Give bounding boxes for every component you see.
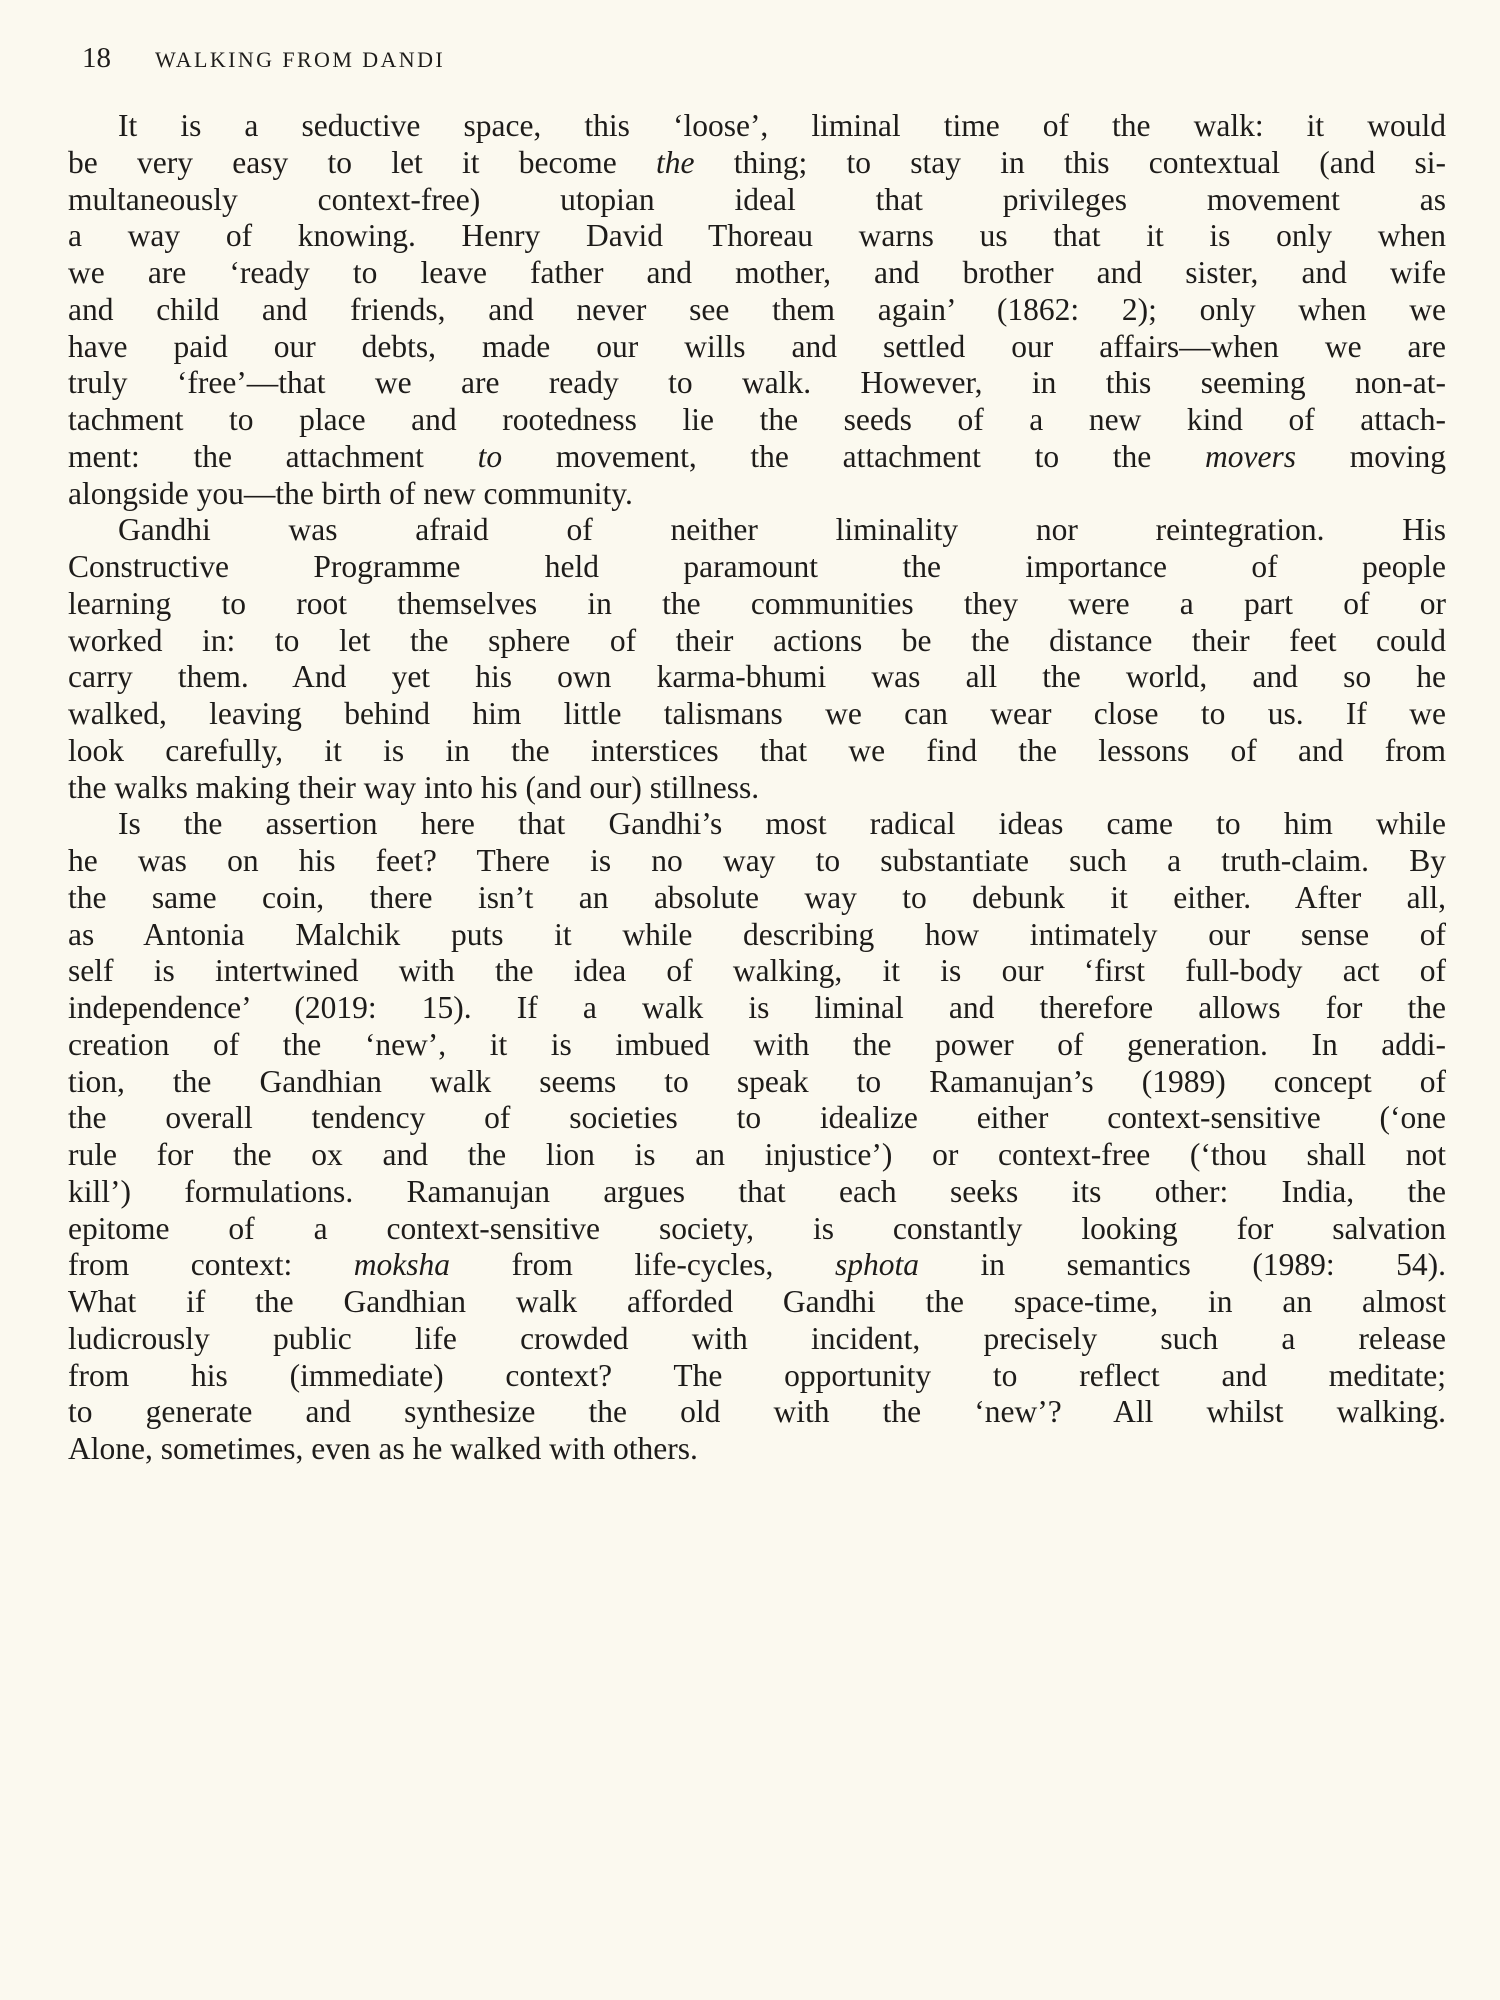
text-segment: truly ‘free’—that we are ready to walk. However, in this seeming non-at- <box>68 365 1446 401</box>
text-segment: the walks making their way into his (and our) stillness. <box>68 769 760 805</box>
text-segment: a way of knowing. Henry David Thoreau warns us that it is only when <box>68 218 1446 254</box>
text-line <box>68 770 1446 807</box>
text-line <box>68 843 1446 880</box>
text-segment: creation of the ‘new’, it is imbued with the power of generation. In addi- <box>68 1026 1446 1062</box>
text-segment: as Antonia Malchik puts it while describing how intimately our sense of <box>68 916 1446 952</box>
italic-text: moksha <box>353 1247 451 1283</box>
text-segment: Is the assertion here that Gandhi’s most radical ideas came to him while <box>118 806 1446 842</box>
text-line <box>68 439 1446 476</box>
text-line <box>68 1174 1446 1211</box>
text-segment: kill’) formulations. Ramanujan argues that each seeks its other: India, the <box>68 1173 1446 1209</box>
text-line <box>68 1100 1446 1137</box>
italic-text: sphota <box>834 1247 919 1283</box>
text-line <box>68 255 1446 292</box>
italic-text: the <box>655 144 695 180</box>
text-segment: It is a seductive space, this ‘loose’, liminal time of the walk: it would <box>118 108 1446 143</box>
italic-text: movers <box>1205 438 1296 474</box>
text-segment: What if the Gandhian walk afforded Gandhi the space-time, in an almost <box>68 1284 1446 1319</box>
text-line <box>68 917 1446 954</box>
text-line <box>68 953 1446 990</box>
text-line <box>68 806 1446 843</box>
text-segment: movement, the attachment to the <box>502 438 1206 474</box>
text-segment: moving <box>1296 438 1446 474</box>
text-segment: to generate and synthesize the old with the ‘new’? All whilst walking. <box>68 1394 1446 1430</box>
text-segment: from his (immediate) context? The opportunity to reflect and meditate; <box>68 1357 1446 1393</box>
text-line <box>68 365 1446 402</box>
text-segment: he was on his feet? There is no way to substantiate such a truth-claim. By <box>68 843 1446 878</box>
text-segment: and child and friends, and never see them again’ (1862: 2); only when we <box>68 291 1446 327</box>
text-segment: have paid our debts, made our wills and settled our affairs—when we are <box>68 328 1446 364</box>
text-segment: Gandhi was afraid of neither liminality nor reintegration. His <box>118 512 1446 548</box>
text-line <box>68 990 1446 1027</box>
text-line <box>68 1431 1446 1468</box>
text-line <box>68 108 1446 145</box>
text-segment: rule for the ox and the lion is an injustice’) or context-free (‘thou shall not <box>68 1137 1446 1172</box>
text-segment: the same coin, there isn’t an absolute way to debunk it either. After all, <box>68 879 1446 915</box>
text-segment: alongside you—the birth of new community. <box>68 475 633 511</box>
text-line <box>68 182 1446 219</box>
text-line <box>68 549 1446 586</box>
page-header <box>82 44 445 73</box>
text-line <box>68 402 1446 439</box>
text-segment: walked, leaving behind him little talismans we can wear close to us. If we <box>68 696 1446 731</box>
text-line <box>68 659 1446 696</box>
paragraph <box>68 806 1446 1468</box>
text-line <box>68 1027 1446 1064</box>
text-segment: epitome of a context-sensitive society, is constantly looking for salvation <box>68 1210 1446 1246</box>
page-number: 18 <box>82 42 111 74</box>
text-segment: the overall tendency of societies to idealize either context-sensitive (‘one <box>68 1100 1446 1136</box>
text-segment: self is intertwined with the idea of walking, it is our ‘first full-body act of <box>68 953 1446 989</box>
text-segment: multaneously context-free) utopian ideal that privileges movement as <box>68 181 1446 217</box>
text-segment: Constructive Programme held paramount the importance of people <box>68 549 1446 584</box>
text-line <box>68 880 1446 917</box>
running-head: WALKING FROM DANDI <box>155 47 446 72</box>
text-line <box>68 1064 1446 1101</box>
text-line <box>68 145 1446 182</box>
text-segment: worked in: to let the sphere of their actions be the distance their feet could <box>68 622 1446 658</box>
text-line <box>68 586 1446 623</box>
text-line <box>68 292 1446 329</box>
text-segment: tachment to place and rootedness lie the seeds of a new kind of attach- <box>68 402 1446 437</box>
text-line <box>68 1394 1446 1431</box>
text-segment: from context: <box>68 1247 354 1283</box>
text-segment: from life-cycles, <box>450 1247 835 1283</box>
text-line <box>68 696 1446 733</box>
text-line <box>68 329 1446 366</box>
text-line <box>68 1284 1446 1321</box>
text-line <box>68 218 1446 255</box>
text-line <box>68 623 1446 660</box>
text-line <box>68 1211 1446 1248</box>
text-line <box>68 1358 1446 1395</box>
text-segment: independence’ (2019: 15). If a walk is liminal and therefore allows for the <box>68 990 1446 1025</box>
text-segment: be very easy to let it become <box>68 144 656 180</box>
text-segment: tion, the Gandhian walk seems to speak to Ramanujan’s (1989) concept of <box>68 1063 1446 1099</box>
text-segment: Alone, sometimes, even as he walked with others. <box>68 1431 698 1466</box>
text-segment: we are ‘ready to leave father and mother, and brother and sister, and wife <box>68 255 1446 290</box>
text-segment: carry them. And yet his own karma-bhumi was all the world, and so he <box>68 659 1446 695</box>
text-line <box>68 1321 1446 1358</box>
text-segment: thing; to stay in this contextual (and si- <box>694 144 1447 180</box>
text-line <box>68 733 1446 770</box>
text-line <box>68 1137 1446 1174</box>
text-segment: look carefully, it is in the interstices that we find the lessons of and from <box>68 732 1446 768</box>
italic-text: to <box>477 438 503 474</box>
text-line <box>68 1247 1446 1284</box>
text-segment: ludicrously public life crowded with incident, precisely such a release <box>68 1320 1446 1356</box>
text-segment: learning to root themselves in the communities they were a part of or <box>68 585 1446 621</box>
text-segment: in semantics (1989: 54). <box>918 1247 1446 1283</box>
paragraph <box>68 512 1446 806</box>
text-line <box>68 512 1446 549</box>
text-line <box>68 476 1446 513</box>
paragraph <box>68 108 1446 512</box>
body-text <box>68 108 1446 1468</box>
text-segment: ment: the attachment <box>68 438 478 474</box>
